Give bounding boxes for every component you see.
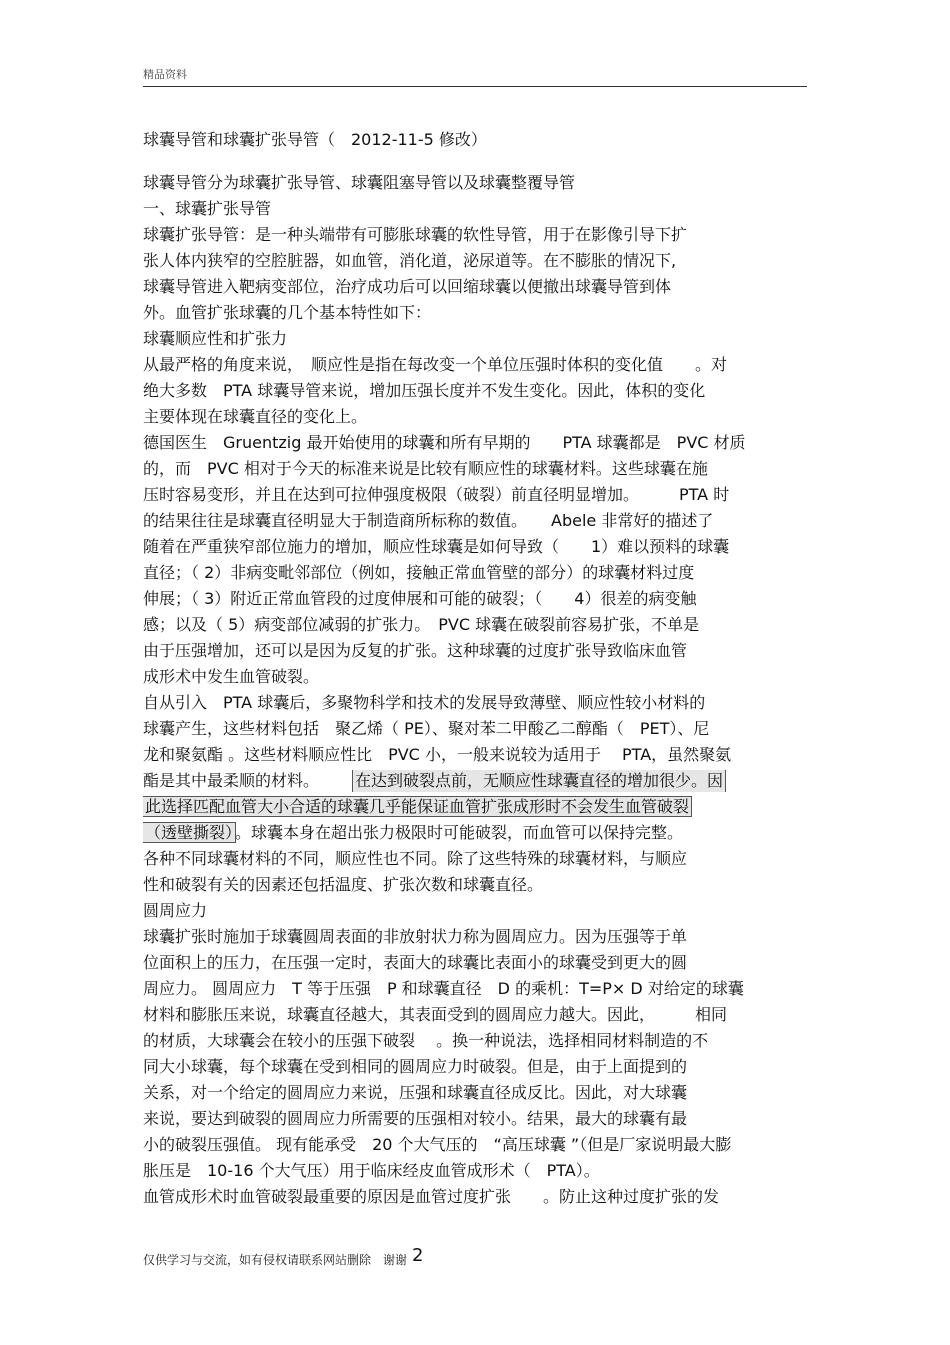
page-number: 2	[412, 1245, 424, 1266]
paragraph-line: 球囊产生，这些材料包括 聚乙烯（ PE）、聚对苯二甲酸乙二醇酯（ PET）、尼	[143, 719, 710, 738]
paragraph-line: 自从引入 PTA 球囊后，多聚物科学和技术的发展导致薄壁、顺应性较小材料的	[143, 693, 706, 712]
paragraph-line: 血管成形术时血管破裂最重要的原因是血管过度扩张 。防止这种过度扩张的发	[143, 1187, 720, 1206]
paragraph-line: 球囊导管进入靶病变部位，治疗成功后可以回缩球囊以便撤出球囊导管到体	[143, 277, 672, 296]
paragraph-line: 随着在严重狭窄部位施力的增加，顺应性球囊是如何导致（ 1）难以预料的球囊	[143, 537, 730, 556]
section-heading: 一、球囊扩张导管	[143, 199, 272, 218]
highlighted-text: （透壁撕裂）	[145, 823, 234, 842]
paragraph-line: 球囊扩张时施加于球囊圆周表面的非放射状力称为圆周应力。因为压强等于单	[143, 927, 688, 946]
paragraph-line: 球囊导管分为球囊扩张导管、球囊阻塞导管以及球囊整覆导管	[143, 173, 576, 192]
paragraph-line: 由于压强增加，还可以是因为反复的扩张。这种球囊的过度扩张导致临床血管	[143, 641, 688, 660]
paragraph-line: 外。血管扩张球囊的几个基本特性如下：	[143, 303, 432, 322]
paragraph-line: 材料和膨胀压来说，球囊直径越大，其表面受到的圆周应力越大。因此， 相同	[143, 1005, 728, 1024]
subsection-heading: 球囊顺应性和扩张力	[143, 329, 288, 348]
paragraph-line: 德国医生 Gruentzig 最开始使用的球囊和所有早期的 PTA 球囊都是 PVC 材质	[143, 433, 746, 452]
paragraph-line	[143, 770, 807, 792]
paragraph-line: 性和破裂有关的因素还包括温度、扩张次数和球囊直径。	[143, 875, 544, 894]
line-text: 酯是其中最柔顺的材料。	[143, 771, 320, 790]
paragraph-line: 从最严格的角度来说， 顺应性是指在每改变一个单位压强时体积的变化值 。对	[143, 355, 728, 374]
paragraph-line: 压时容易变形，并且在达到可拉伸强度极限（破裂）前直径明显增加。 PTA 时	[143, 485, 730, 504]
paragraph-line: 张人体内狭窄的空腔脏器，如血管，消化道，泌尿道等。在不膨胀的情况下,	[143, 251, 677, 270]
paragraph-line: 关系，对一个给定的圆周应力来说，压强和球囊直径成反比。因此，对大球囊	[143, 1083, 688, 1102]
paragraph-line: 各种不同球囊材料的不同，顺应性也不同。除了这些特殊的球囊材料，与顺应	[143, 849, 688, 868]
paragraph-line: 位面积上的压力，在压强一定时，表面大的球囊比表面小的球囊受到更大的圆	[143, 953, 688, 972]
line-text: 。球囊本身在超出张力极限时可能破裂，而血管可以保持完整。	[235, 823, 684, 842]
paragraph-line: 同大小球囊，每个球囊在受到相同的圆周应力时破裂。但是，由于上面提到的	[143, 1057, 688, 1076]
paragraph-line: 的结果往往是球囊直径明显大于制造商所标称的数值。 Abele 非常好的描述了	[143, 511, 714, 530]
footer-note: 仅供学习与交流，如有侵权请联系网站删除 谢谢	[143, 1253, 408, 1267]
paragraph-line: 主要体现在球囊直径的变化上。	[143, 407, 368, 426]
paragraph-line: 直径；（ 2）非病变毗邻部位（例如，接触正常血管壁的部分）的球囊材料过度	[143, 563, 695, 582]
paragraph-line: 周应力。 圆周应力 T 等于压强 P 和球囊直径 D 的乘机：T=P× D 对给定的球囊	[143, 979, 744, 998]
paragraph-line: 胀压是 10-16 个大气压）用于临床经皮血管成形术（ PTA）。	[143, 1161, 600, 1180]
paragraph-line: 来说，要达到破裂的圆周应力所需要的压强相对较小。结果，最大的球囊有最	[143, 1109, 688, 1128]
highlighted-text: 在达到破裂点前，无顺应性球囊直径的增加很少。因	[355, 771, 724, 790]
paragraph-line: 的，而 PVC 相对于今天的标准来说是比较有顺应性的球囊材料。这些球囊在施	[143, 459, 708, 478]
document-title: 球囊导管和球囊扩张导管（ 2012-11-5 修改）	[143, 130, 487, 149]
subsection-heading: 圆周应力	[143, 901, 208, 920]
paragraph-line	[143, 822, 807, 844]
highlighted-text: 此选择匹配血管大小合适的球囊几乎能保证血管扩张成形时不会发生血管破裂	[145, 797, 690, 816]
paragraph-line: 龙和聚氨酯 。这些材料顺应性比 PVC 小，一般来说较为适用于 PTA，虽然聚氨	[143, 745, 732, 764]
paragraph-line: 小的破裂压强值。 现有能承受 20 个大气压的 “高压球囊 ”（但是厂家说明最大膨	[143, 1135, 732, 1154]
paragraph-line	[143, 796, 807, 818]
header-label: 精品资料	[143, 68, 187, 81]
paragraph-line: 成形术中发生血管破裂。	[143, 667, 320, 686]
paragraph-line: 伸展；（ 3）附近正常血管段的过度伸展和可能的破裂；（ 4）很差的病变触	[143, 589, 697, 608]
paragraph-line: 球囊扩张导管：是一种头端带有可膨胀球囊的软性导管，用于在影像引导下扩	[143, 225, 688, 244]
paragraph-line: 绝大多数 PTA 球囊导管来说，增加压强长度并不发生变化。因此，体积的变化	[143, 381, 706, 400]
paragraph-line: 感；以及（ 5）病变部位减弱的扩张力。 PVC 球囊在破裂前容易扩张，不单是	[143, 615, 700, 634]
paragraph-line: 的材质，大球囊会在较小的压强下破裂 。换一种说法，选择相同材料制造的不	[143, 1031, 709, 1050]
